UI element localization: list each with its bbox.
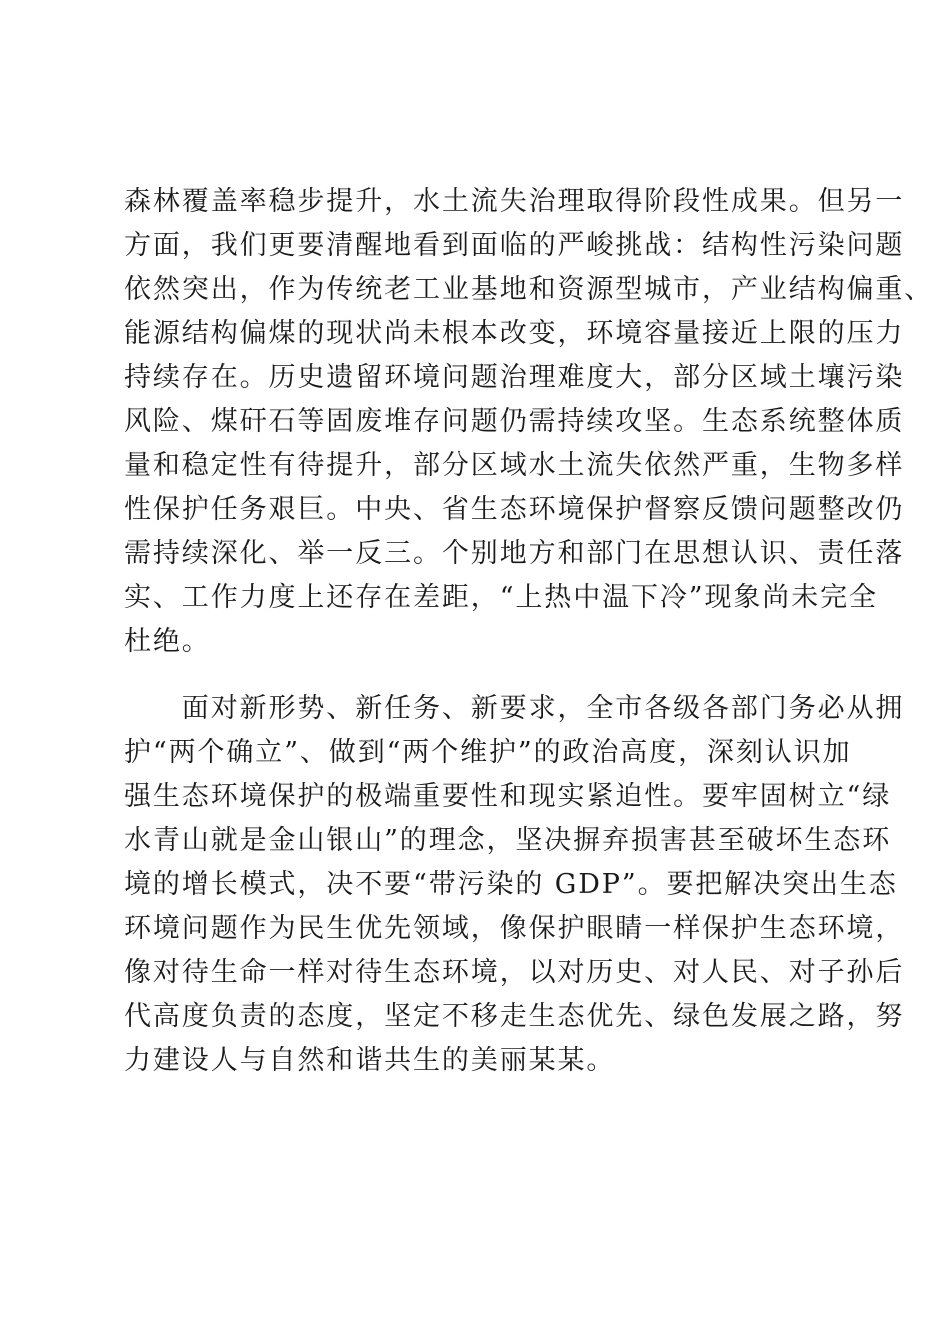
paragraph-line: 实、工作力度上还存在差距，“上热中温下冷”现象尚未完全 xyxy=(124,582,878,613)
paragraph-line: 依然突出，作为传统老工业基地和资源型城市，产业结构偏重、 xyxy=(124,274,934,305)
paragraph-line: 性保护任务艰巨。中央、省生态环境保护督察反馈问题整改仍 xyxy=(124,494,905,525)
paragraph-line: 量和稳定性有待提升，部分区域水土流失依然严重，生物多样 xyxy=(124,450,905,481)
paragraph-line: 方面，我们更要清醒地看到面临的严峻挑战：结构性污染问题 xyxy=(124,230,905,261)
paragraph-line: 境的增长模式，决不要“带污染的 GDP”。要把解决突出生态 xyxy=(124,869,898,900)
paragraph-line: 持续存在。历史遗留环境问题治理难度大，部分区域土壤污染 xyxy=(124,362,905,393)
paragraph-line: 面对新形势、新任务、新要求，全市各级各部门务必从拥 xyxy=(124,693,905,724)
paragraph-line: 能源结构偏煤的现状尚未根本改变，环境容量接近上限的压力 xyxy=(124,318,905,349)
paragraph-line: 风险、煤矸石等固废堆存问题仍需持续攻坚。生态系统整体质 xyxy=(124,406,905,437)
paragraph-line: 森林覆盖率稳步提升，水土流失治理取得阶段性成果。但另一 xyxy=(124,186,905,217)
paragraph-line: 像对待生命一样对待生态环境，以对历史、对人民、对子孙后 xyxy=(124,957,905,988)
paragraph-line: 杜绝。 xyxy=(124,626,211,657)
paragraph-2 xyxy=(124,687,905,1083)
paragraph-line: 强生态环境保护的极端重要性和现实紧迫性。要牢固树立“绿 xyxy=(124,781,892,812)
paragraph-line: 水青山就是金山银山”的理念，坚决摒弃损害甚至破坏生态环 xyxy=(124,825,892,856)
paragraph-line: 环境问题作为民生优先领域，像保护眼睛一样保护生态环境， xyxy=(124,913,905,944)
paragraph-1 xyxy=(124,180,934,664)
paragraph-line: 需持续深化、举一反三。个别地方和部门在思想认识、责任落 xyxy=(124,538,905,569)
paragraph-line: 护“两个确立”、做到“两个维护”的政治高度，深刻认识加 xyxy=(124,737,852,768)
paragraph-line: 代高度负责的态度，坚定不移走生态优先、绿色发展之路，努 xyxy=(124,1001,905,1032)
paragraph-line: 力建设人与自然和谐共生的美丽某某。 xyxy=(124,1045,616,1076)
